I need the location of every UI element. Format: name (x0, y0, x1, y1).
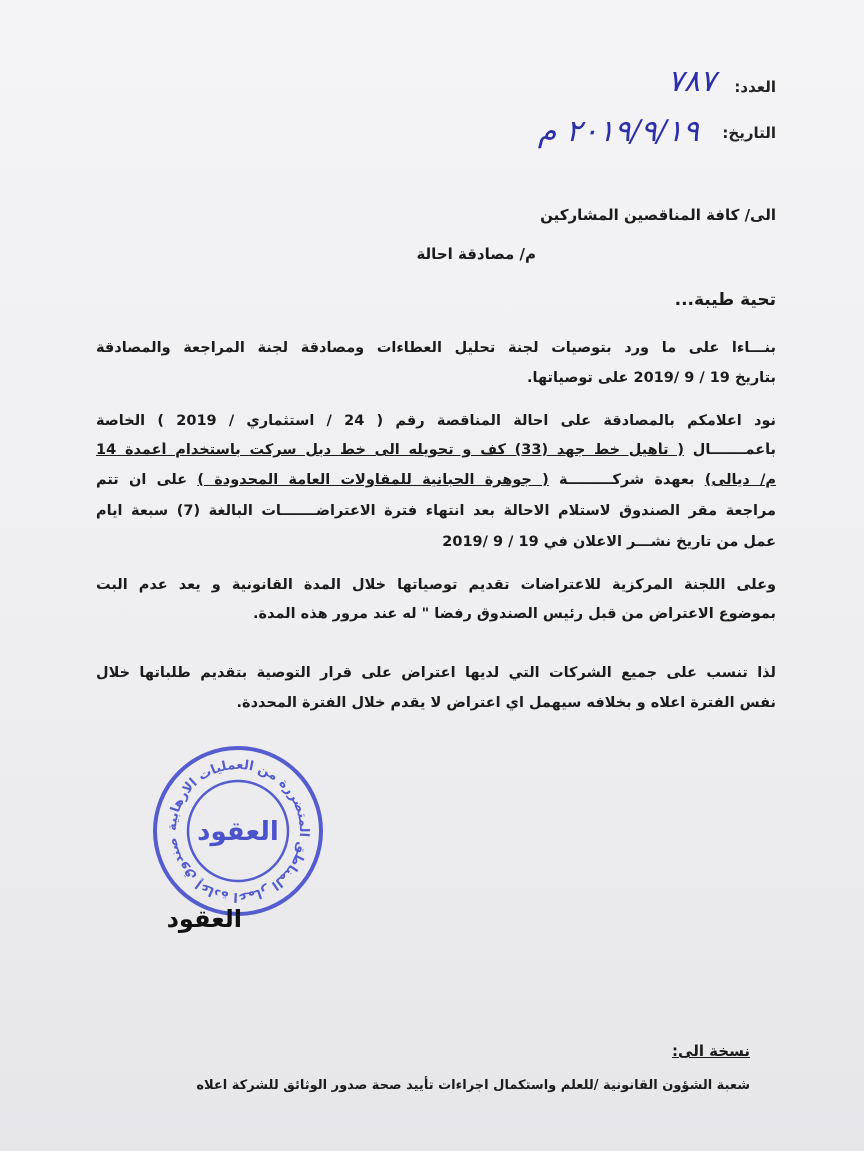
contractor-intro: بعهدة شركـــــــــة (548, 472, 705, 488)
project-title: ( تأهيل خط جهد (33) كف و تحويله الى خط دبل سركت باستخدام أعمدة 14 (96, 442, 684, 458)
addressee: الى/ كافة المناقصين المشاركين (540, 206, 776, 224)
para2-line1: نود اعلامكم بالمصادقة على احالة المناقصة رقم ( 24 / استثماري / 2019 ) الخاصة (96, 413, 776, 429)
copy-to-title: نسخة الى: (672, 1042, 750, 1060)
para3-line2: بموضوع الاعتراض من قبل رئيس الصندوق رفضا " له عند مرور هذه المدة. (253, 606, 776, 622)
para4-line2: نفس الفترة اعلاه و بخلافه سيهمل اي اعتراض لا يقدم خلال الفترة المحددة. (236, 695, 776, 711)
para2-line3 (96, 472, 776, 488)
para2-line2 (96, 442, 776, 458)
date-handwritten: ٢٠١٩/٩/١٩ م (537, 114, 699, 149)
number-handwritten: ٧٨٧ (667, 64, 716, 99)
project-location: م/ ديالى) (704, 472, 776, 488)
contractor-name: ( جوهرة الحبانية للمقاولات العامة المحدودة ) (197, 472, 549, 488)
para2-line4: مراجعة مقر الصندوق لاستلام الاحالة بعد انتهاء فترة الاعتراضـــــــات البالغة (7) سبعة ايام (96, 503, 776, 519)
stamp-ring-text: صندوق إعادة اعمار المناطق المتضررة من العمليات الارهابية (164, 757, 312, 905)
subject: م/ مصادقة احالة (416, 245, 536, 263)
para3-line1: وعلى اللجنة المركزية للاعتراضات تقديم توصياتها خلال المدة القانونية و يعد عدم البت (96, 577, 776, 593)
para1-line1: بنـــاءاً على ما ورد بتوصيات لجنة تحليل العطاءات ومصادقة لجنة المراجعة والمصادقة (96, 340, 776, 356)
greeting: تحية طيبة... (674, 290, 776, 310)
para1-line2: بتاريخ 19 / 9 /2019 على توصياتها. (527, 370, 776, 386)
para4-line1: لذا تنسب على جميع الشركات التي لديها اعتراض على قرار التوصية بتقديم طلباتها خلال (96, 665, 776, 681)
para2-line5: عمل من تاريخ نشـــر الاعلان في 19 / 9 /2019 (442, 534, 776, 550)
para2-line2-prefix: بأعمـــــــال (692, 442, 776, 458)
official-stamp (152, 745, 324, 917)
signature-label: العقود (166, 905, 242, 933)
para2-line3-suffix: على ان تتم (96, 472, 198, 488)
number-label: العدد: (734, 78, 776, 96)
copy-to-line: شعبة الشؤون القانونية /للعلم واستكمال اجراءات تأييد صحة صدور الوثائق للشركة اعلاه (196, 1078, 750, 1093)
date-label: التاريخ: (722, 124, 776, 142)
stamp-center-text: العقود (197, 817, 279, 847)
